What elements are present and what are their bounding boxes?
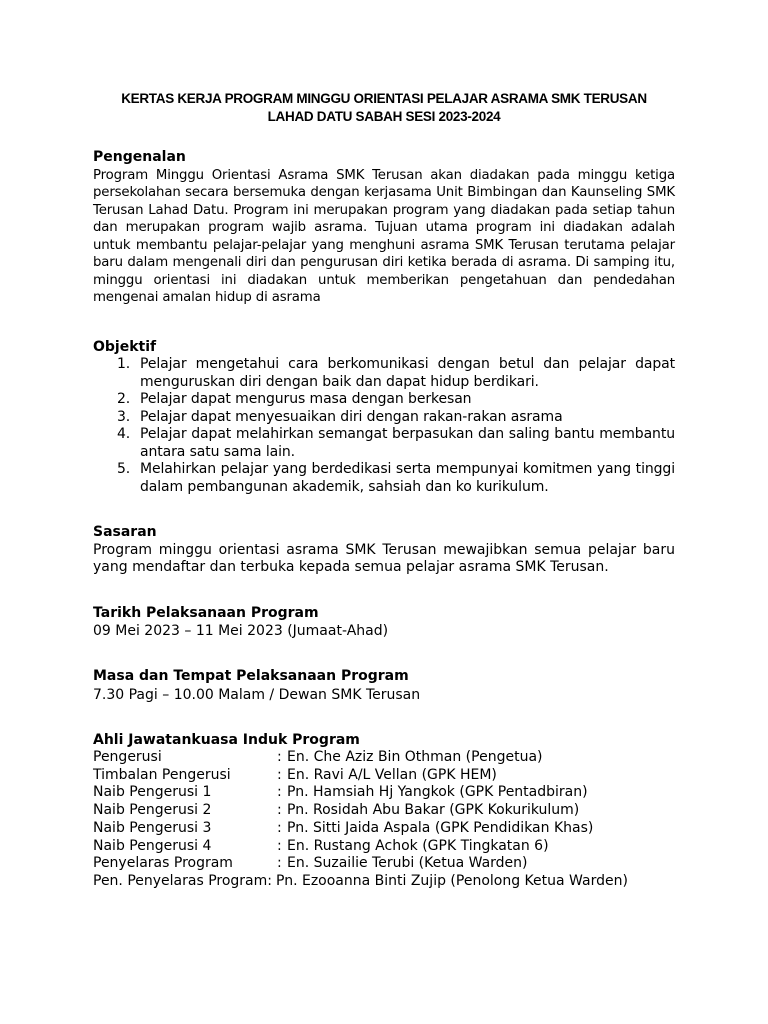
ajk-row <box>93 873 675 891</box>
ajk-row <box>93 749 675 767</box>
ajk-role: Penyelaras Program <box>93 855 233 872</box>
objektif-item-number: 5. <box>117 461 131 477</box>
ajk-role: Pengerusi <box>93 749 162 765</box>
section-objektif <box>93 339 675 497</box>
masa-heading: Masa dan Tempat Pelaksanaan Program <box>93 668 409 684</box>
ajk-role: Timbalan Pengerusi <box>93 766 231 783</box>
objektif-item-text: Melahirkan pelajar yang berdedikasi serta mempunyai komitmen yang tinggi dalam pembangunan akademik, sahsiah dan ko kurikulum. <box>140 461 675 495</box>
ajk-role: Naib Pengerusi 4 <box>93 837 212 854</box>
ajk-separator: : <box>277 749 282 765</box>
tarikh-heading: Tarikh Pelaksanaan Program <box>93 604 319 621</box>
objektif-item <box>93 426 675 461</box>
section-sasaran <box>93 524 675 577</box>
ajk-separator: : <box>277 819 282 836</box>
objektif-item-text: Pelajar mengetahui cara berkomunikasi dengan betul dan pelajar dapat menguruskan diri dengan baik dan dapat hidup berdikari. <box>140 356 675 390</box>
objektif-list <box>93 356 675 496</box>
ajk-row <box>93 820 675 838</box>
tarikh-text: 09 Mei 2023 – 11 Mei 2023 (Jumaat-Ahad) <box>93 623 389 639</box>
ajk-row <box>93 838 675 856</box>
masa-text: 7.30 Pagi – 10.00 Malam / Dewan SMK Terusan <box>93 686 421 703</box>
ajk-row <box>93 855 675 873</box>
objektif-item-number: 4. <box>117 426 131 442</box>
objektif-item-text: Pelajar dapat mengurus masa dengan berkesan <box>140 391 472 407</box>
objektif-item-text: Pelajar dapat menyesuaikan diri dengan rakan-rakan asrama <box>140 408 563 425</box>
ajk-table <box>93 749 675 891</box>
ajk-role: Naib Pengerusi 2 <box>93 802 212 819</box>
document-page <box>93 90 675 891</box>
objektif-item-number: 1. <box>117 356 131 372</box>
ajk-name: Pn. Rosidah Abu Bakar (GPK Kokurikulum) <box>287 802 580 819</box>
ajk-heading: Ahli Jawatankuasa Induk Program <box>93 731 360 748</box>
ajk-separator: : <box>277 766 282 783</box>
ajk-name: En. Rustang Achok (GPK Tingkatan 6) <box>287 837 549 854</box>
ajk-row <box>93 767 675 785</box>
ajk-name: Pn. Hamsiah Hj Yangkok (GPK Pentadbiran) <box>287 784 588 801</box>
objektif-item <box>93 461 675 496</box>
sasaran-text: Program minggu orientasi asrama SMK Terusan mewajibkan semua pelajar baru yang mendaftar dan terbuka kepada semua pelajar asrama SMK Terusan. <box>93 541 675 575</box>
ajk-name: En. Che Aziz Bin Othman (Pengetua) <box>287 749 543 765</box>
ajk-separator: : <box>277 802 282 819</box>
objektif-heading: Objektif <box>93 338 157 355</box>
ajk-name: En. Suzailie Terubi (Ketua Warden) <box>287 855 528 872</box>
ajk-row <box>93 802 675 820</box>
objektif-item-number: 3. <box>117 408 131 425</box>
ajk-role: Pen. Penyelaras Program <box>93 872 268 889</box>
section-tarikh <box>93 605 675 641</box>
pengenalan-heading: Pengenalan <box>93 149 186 165</box>
objektif-item <box>93 356 675 391</box>
objektif-item-number: 2. <box>117 391 131 407</box>
ajk-role: Naib Pengerusi 3 <box>93 819 212 836</box>
objektif-item <box>93 409 675 427</box>
ajk-name: En. Ravi A/L Vellan (GPK HEM) <box>287 766 497 783</box>
objektif-item <box>93 391 675 409</box>
ajk-role: Naib Pengerusi 1 <box>93 784 212 801</box>
objektif-item-text: Pelajar dapat melahirkan semangat berpasukan dan saling bantu membantu antara satu sama lain. <box>140 426 675 460</box>
section-ajk <box>93 732 675 891</box>
document-title: KERTAS KERJA PROGRAM MINGGU ORIENTASI PELAJAR ASRAMA SMK TERUSAN LAHAD DATU SABAH SESI 2023-2024 <box>121 91 647 124</box>
section-pengenalan <box>93 149 675 307</box>
ajk-separator: : <box>277 784 282 801</box>
ajk-separator: : <box>277 855 282 872</box>
section-masa <box>93 668 675 704</box>
ajk-row <box>93 784 675 802</box>
pengenalan-text: Program Minggu Orientasi Asrama SMK Terusan akan diadakan pada minggu ketiga persekolahan secara bersemuka dengan kerjasama Unit Bimbingan dan Kaunseling SMK Terusan Lahad Datu. Program ini merupakan program yang diadakan pada setiap tahun dan merupakan program wajib asrama. Tujuan utama program ini diadakan adalah untuk membantu pelajar-pelajar yang menghuni asrama SMK Terusan terutama pelajar baru dalam mengenali diri dan pengurusan diri ketika berada di asrama. Di samping itu, minggu orientasi ini diadakan untuk memberikan pengetahuan dan pendedahan mengenai amalan hidup di asrama <box>93 167 675 305</box>
ajk-separator: : <box>277 837 282 854</box>
ajk-name: Pn. Sitti Jaida Aspala (GPK Pendidikan Khas) <box>287 819 594 836</box>
ajk-name: Pn. Ezooanna Binti Zujip (Penolong Ketua Warden) <box>276 872 628 889</box>
ajk-separator: : <box>267 872 272 889</box>
sasaran-heading: Sasaran <box>93 524 157 540</box>
